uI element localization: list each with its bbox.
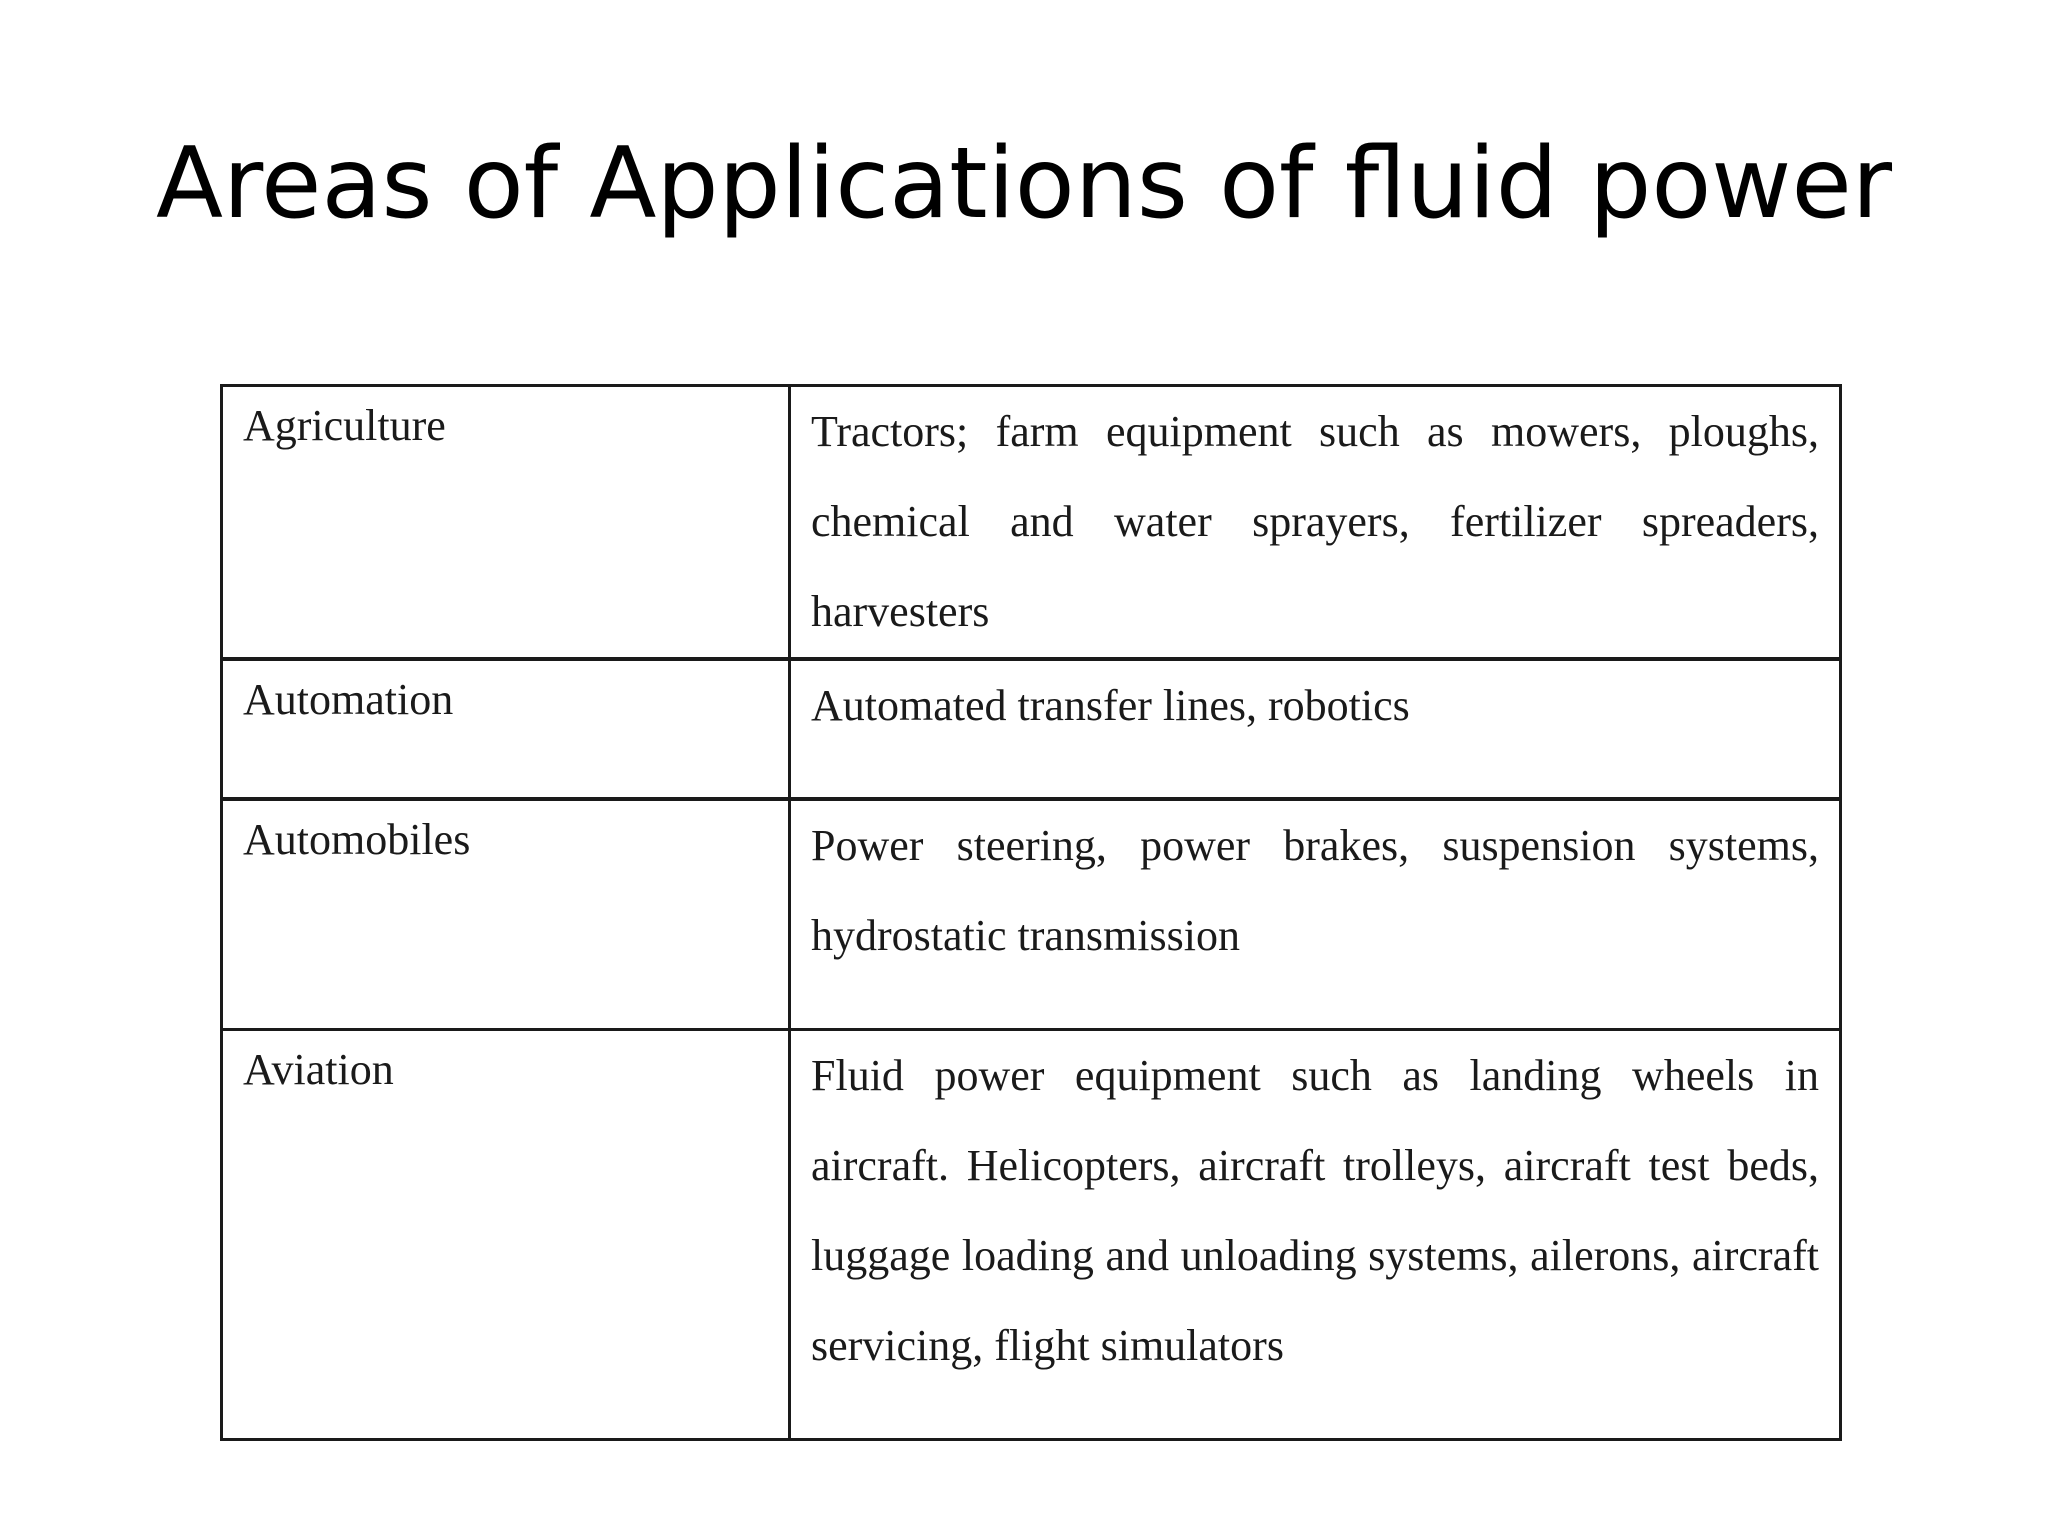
table-row <box>222 1029 1841 1439</box>
area-label: Aviation <box>243 1044 394 1094</box>
uses-cell: Tractors; farm equipment such as mowers, ploughs, chemical and water sprayers, fertilizer spreaders, harvesters <box>790 386 1841 660</box>
uses-cell: Power steering, power brakes, suspension systems, hydrostatic transmission <box>790 799 1841 1029</box>
area-label: Agriculture <box>243 401 446 450</box>
uses-cell: Fluid power equipment such as landing wheels in aircraft. Helicopters, aircraft trolleys, aircraft test beds, luggage loading and unloading systems, ailerons, aircraft servicing, flight simulators <box>790 1029 1841 1439</box>
applications-table <box>220 384 1842 1441</box>
slide-title: Areas of Applications of fluid power <box>155 127 1893 241</box>
table-row <box>222 386 1841 660</box>
area-cell <box>222 799 790 1029</box>
table-row <box>222 659 1841 799</box>
area-label: Automation <box>243 675 454 724</box>
area-label: Automobiles <box>243 815 471 864</box>
area-cell <box>222 386 790 660</box>
uses-cell: Automated transfer lines, robotics <box>790 659 1841 799</box>
table-row <box>222 799 1841 1029</box>
area-cell <box>222 1029 790 1439</box>
area-cell <box>222 659 790 799</box>
